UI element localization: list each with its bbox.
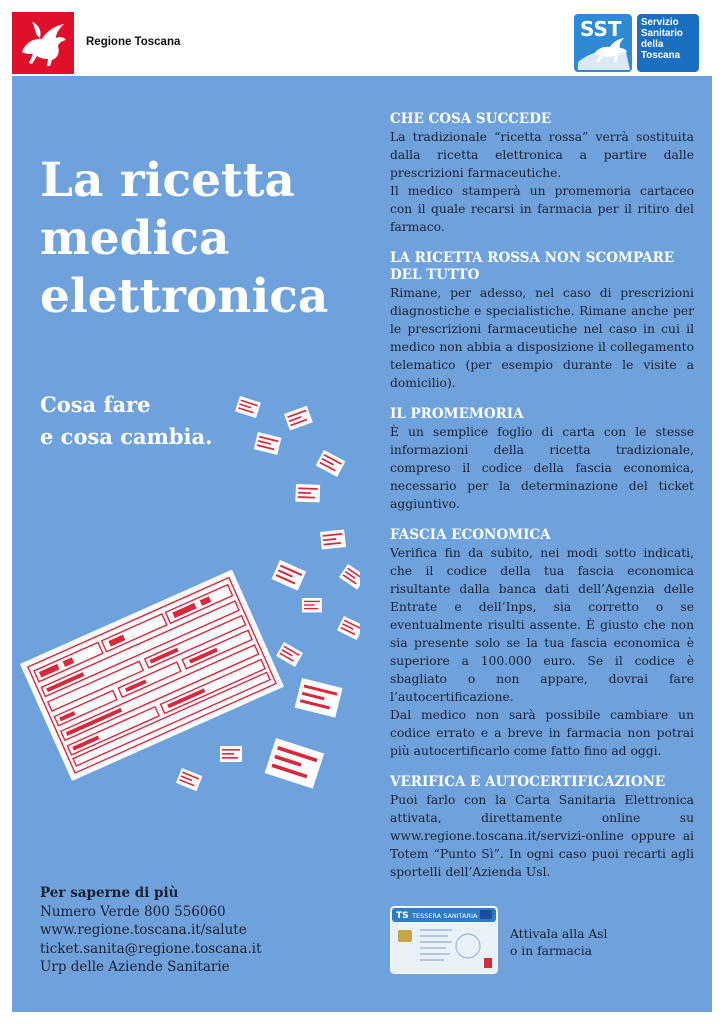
- subtitle-line: Cosa fare: [40, 392, 151, 417]
- section-promemoria: [390, 406, 694, 513]
- prescription-illustration: [14, 388, 360, 808]
- contact-phone: Numero Verde 800 556060: [40, 903, 226, 920]
- section-ricetta-rossa: [390, 250, 694, 392]
- title-line: medica: [40, 211, 230, 266]
- section-verifica: [390, 774, 694, 881]
- title-line: elettronica: [40, 269, 329, 324]
- contact-website: www.regione.toscana.it/salute: [40, 922, 247, 938]
- section-paragraph: Puoi farlo con la Carta Sanitaria Elettronica attivata, direttamente online su www.regione.toscana.it/servizi-online oppure ai Totem “Punto Sì”. In ogni caso puoi recarti agli sportelli dell’Azienda Usl.: [390, 793, 694, 879]
- sst-pegasus-icon: [572, 12, 636, 74]
- card-label: TESSERA SANITARIA: [412, 912, 478, 920]
- subtitle-line: e cosa cambia.: [40, 424, 213, 449]
- section-paragraph: Il medico stamperà un promemoria cartaceo con il quale recarsi in farmacia per il ritiro del farmaco.: [390, 184, 694, 234]
- section-paragraph: La tradizionale “ricetta rossa” verrà sostituita dalla ricetta elettronica a partire dalle prescrizioni farmaceutiche.: [390, 130, 694, 180]
- section-heading: CHE COSA SUCCEDE: [390, 111, 552, 127]
- header: [0, 0, 724, 76]
- regione-toscana-logo: [12, 12, 74, 74]
- section-che-cosa-succede: [390, 111, 694, 236]
- title-line: La ricetta: [40, 153, 295, 208]
- section-fascia-economica: [390, 527, 694, 760]
- contact-email: ticket.sanita@regione.toscana.it: [40, 940, 262, 957]
- section-paragraph: Rimane, per adesso, nel caso di prescrizioni diagnostiche e specialistiche. Rimane anche per le prescrizioni farmaceutiche nel caso in cui il medico non abbia a disposizione il collegamento telematico (per esempio durante le visite a domicilio).: [390, 286, 694, 390]
- section-paragraph: Dal medico non sarà possibile cambiare un codice errato e a breve in farmacia non potrai più autocertificarlo come fatto fino ad oggi.: [390, 708, 694, 758]
- contacts-block: [40, 884, 262, 977]
- page-title: [40, 152, 370, 326]
- sst-line: della: [641, 39, 664, 50]
- sst-mark: SST: [580, 17, 622, 41]
- info-column: [390, 111, 694, 895]
- section-paragraph: Verifica fin da subito, nei modi sotto indicati, che il codice della tua fascia economica risultante dalla banca dati dell’Agenzia delle Entrate e dell’Inps, sia corretto o se eventualmente risulti assente. È giusto che non sia presente solo se la tua fascia economica è superiore a 100.000 euro. Se il codice è sbagliato o non appare, dovrai fare l’autocertificazione.: [390, 546, 694, 704]
- contacts-heading: Per saperne di più: [40, 885, 179, 901]
- sst-name: [637, 14, 699, 72]
- section-paragraph: È un semplice foglio di carta con le stesse informazioni della ricetta tradizionale, compreso il codice della fascia economica, necessario per la determinazione del ticket aggiuntivo.: [390, 425, 694, 511]
- contact-urp: Urp delle Aziende Sanitarie: [40, 959, 230, 975]
- svg-text:TS: TS: [396, 911, 409, 921]
- section-heading: IL PROMEMORIA: [390, 406, 524, 422]
- section-heading: VERIFICA E AUTOCERTIFICAZIONE: [390, 774, 666, 790]
- card-note-line: o in farmacia: [510, 944, 592, 958]
- sst-line: Sanitario: [641, 28, 683, 39]
- region-name: Regione Toscana: [86, 36, 181, 48]
- card-note-line: Attivala alla Asl: [510, 927, 608, 941]
- prescription-form: [20, 570, 284, 781]
- sst-line: Servizio: [641, 17, 679, 28]
- tessera-sanitaria-card-icon: [390, 906, 498, 974]
- section-heading: FASCIA ECONOMICA: [390, 527, 551, 543]
- section-heading: LA RICETTA ROSSA NON SCOMPARE DEL TUTTO: [390, 250, 675, 283]
- sst-line: Toscana: [641, 50, 681, 61]
- winged-horse-icon: [12, 12, 74, 74]
- card-note: [510, 926, 608, 960]
